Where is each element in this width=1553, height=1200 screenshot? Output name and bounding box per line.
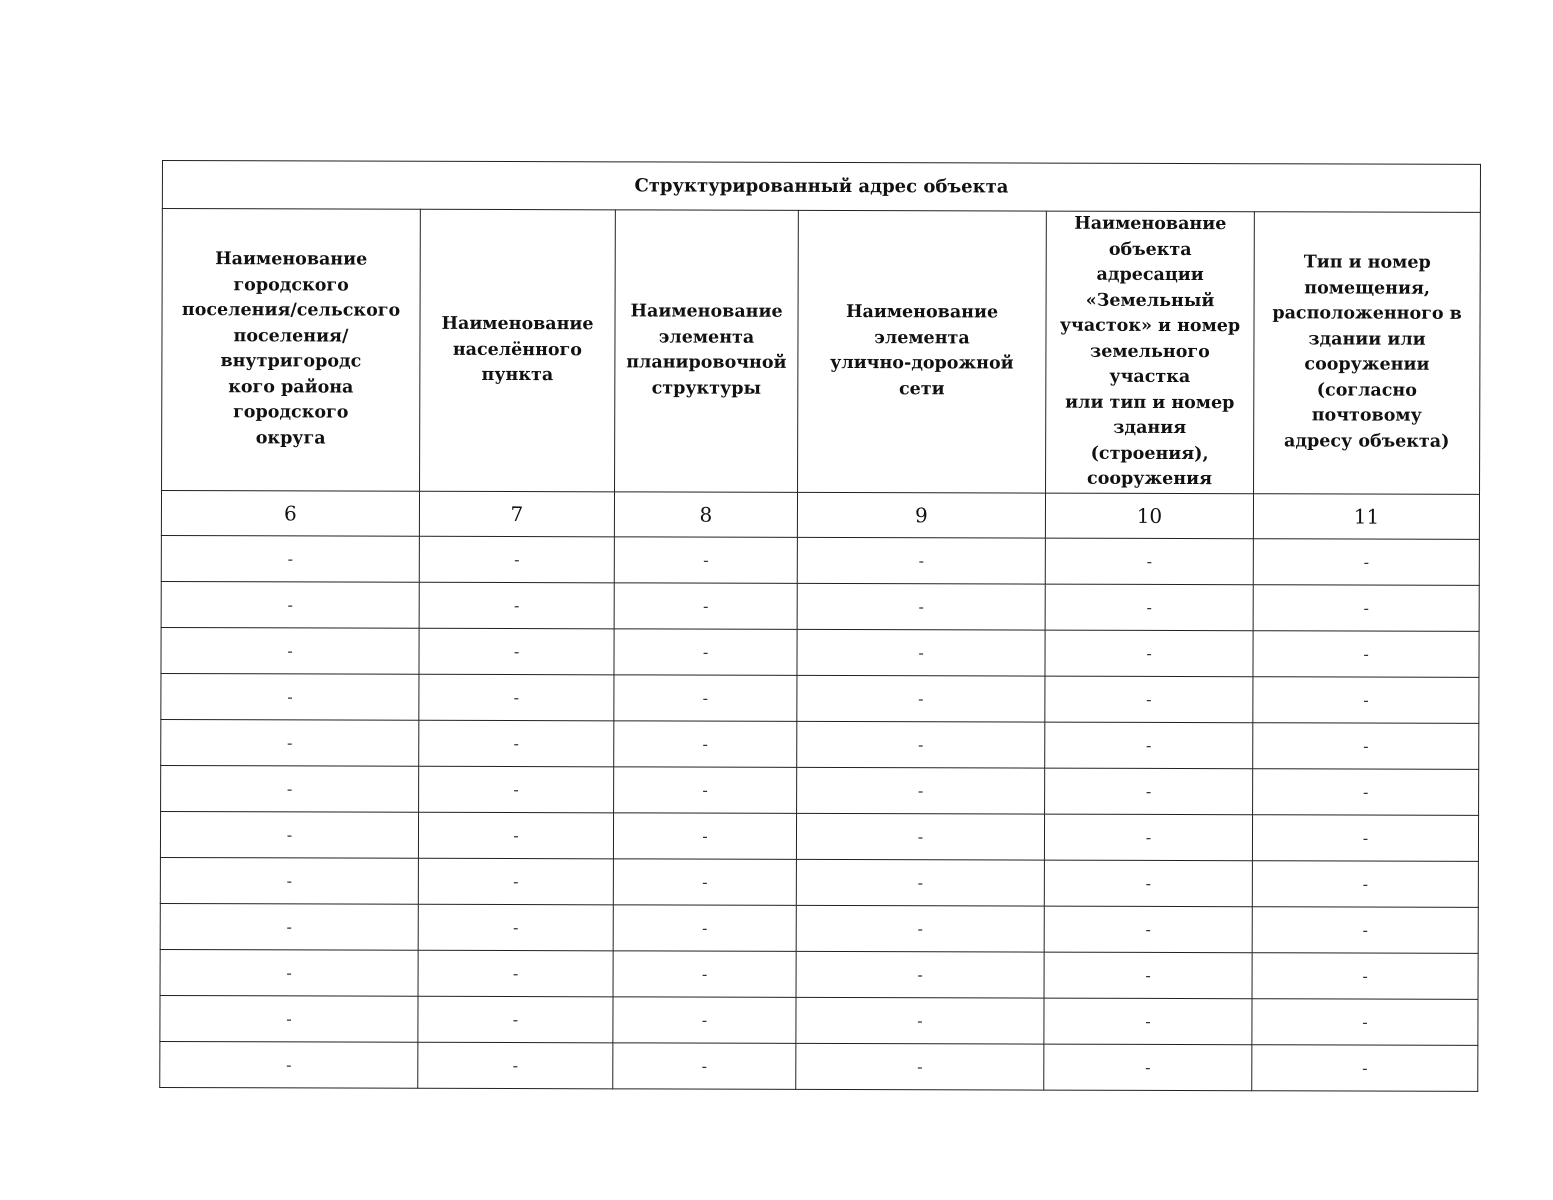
table-row: [161, 719, 1479, 769]
table-cell: -: [1252, 998, 1478, 1045]
table-cell: -: [160, 811, 418, 858]
table-cell: -: [614, 766, 797, 813]
table-row: [161, 627, 1479, 677]
column-number: 9: [797, 492, 1045, 538]
column-number: 10: [1045, 493, 1253, 539]
table-cell: -: [613, 858, 796, 905]
column-header-street-element: [798, 210, 1047, 492]
table-cell: -: [614, 536, 797, 583]
table-cell: -: [613, 812, 796, 859]
column-header-planning-element: [615, 210, 799, 492]
table-cell: -: [1253, 676, 1479, 723]
column-number-row: [161, 490, 1479, 539]
table-cell: -: [418, 1042, 613, 1089]
table-row: [161, 581, 1479, 631]
table-cell: -: [1045, 676, 1253, 723]
column-number: 8: [614, 491, 797, 537]
table-cell: -: [1044, 998, 1252, 1045]
table-cell: -: [419, 674, 614, 721]
table-cell: -: [797, 767, 1045, 814]
table-cell: -: [418, 812, 613, 859]
table-cell: -: [160, 903, 418, 950]
table-cell: -: [161, 765, 419, 812]
table-cell: -: [1045, 768, 1253, 815]
table-cell: -: [796, 905, 1044, 952]
table-cell: -: [796, 951, 1044, 998]
table-cell: -: [419, 628, 614, 675]
table-row: [161, 673, 1479, 723]
table-header-row: [162, 209, 1481, 494]
table-cell: -: [1044, 952, 1252, 999]
table-cell: -: [1044, 906, 1252, 953]
column-header-label: Наименование элемента улично-дорожной сети: [830, 302, 1014, 400]
table-row: [160, 949, 1478, 999]
table-row: [160, 903, 1478, 953]
table-cell: -: [1045, 630, 1253, 677]
table-cell: -: [796, 859, 1044, 906]
table-cell: -: [796, 813, 1044, 860]
table-row: [160, 811, 1478, 861]
table-cell: -: [614, 628, 797, 675]
column-header-locality: [420, 209, 616, 491]
table-cell: -: [1253, 722, 1479, 769]
table-cell: -: [1045, 538, 1253, 585]
column-number: 6: [161, 490, 419, 536]
table-cell: -: [161, 627, 419, 674]
table-cell: -: [797, 629, 1045, 676]
table-cell: -: [1253, 538, 1479, 585]
table-cell: -: [418, 950, 613, 997]
column-header-settlement: [162, 209, 421, 491]
table-row: [160, 857, 1478, 907]
table-row: [161, 535, 1479, 585]
column-header-label: Тип и номер помещения, расположенного в здании или сооружении (согласно почтовому адресу объекта): [1272, 252, 1462, 452]
table-cell: -: [613, 904, 796, 951]
table-cell: -: [1045, 584, 1253, 631]
table-cell: -: [1045, 722, 1253, 769]
table-cell: -: [161, 719, 419, 766]
table-cell: -: [614, 582, 797, 629]
table-cell: -: [613, 950, 796, 997]
table-cell: -: [418, 858, 613, 905]
table-cell: -: [797, 583, 1045, 630]
table-title: Структурированный адрес объекта: [162, 161, 1480, 213]
table-cell: -: [1252, 1044, 1478, 1091]
table-cell: -: [418, 904, 613, 951]
table-cell: -: [1253, 584, 1479, 631]
table-row: [160, 1041, 1478, 1091]
table-row: [160, 995, 1478, 1045]
address-table: [159, 160, 1481, 1091]
column-header-label: Наименование населённого пункта: [441, 313, 594, 386]
column-header-label: Наименование объекта адресации «Земельный участок» и номер земельного участка или тип и номер здания (строения), сооружения: [1059, 213, 1241, 490]
table-cell: -: [796, 1043, 1044, 1090]
table-cell: -: [796, 997, 1044, 1044]
table-cell: -: [419, 766, 614, 813]
table-cell: -: [613, 1042, 796, 1089]
table-cell: -: [1252, 860, 1478, 907]
table-cell: -: [1252, 814, 1478, 861]
table-cell: -: [1253, 768, 1479, 815]
table-cell: -: [797, 675, 1045, 722]
table-cell: -: [797, 721, 1045, 768]
table-cell: -: [613, 996, 796, 1043]
table-cell: -: [161, 673, 419, 720]
table-cell: -: [614, 720, 797, 767]
table-cell: -: [797, 537, 1045, 584]
table-cell: -: [419, 536, 614, 583]
column-header-label: Наименование элемента планировочной структуры: [626, 301, 787, 399]
table-cell: -: [1252, 952, 1478, 999]
table-cell: -: [419, 720, 614, 767]
table-cell: -: [160, 995, 418, 1042]
table-cell: -: [614, 674, 797, 721]
table-cell: -: [160, 857, 418, 904]
table-cell: -: [1044, 1044, 1252, 1091]
column-header-label: Наименование городского поселения/сельского поселения/внутригородс кого района городского округа: [181, 249, 401, 449]
table-cell: -: [161, 535, 419, 582]
table-row: [161, 765, 1479, 815]
column-header-address-object: [1046, 211, 1255, 493]
table-cell: -: [160, 1041, 418, 1088]
column-number: 11: [1253, 493, 1479, 539]
table-cell: -: [1044, 860, 1252, 907]
table-title-row: [162, 161, 1480, 213]
table-cell: -: [160, 949, 418, 996]
column-number: 7: [419, 491, 614, 537]
table-cell: -: [419, 582, 614, 629]
table-cell: -: [1044, 814, 1252, 861]
table-body: [160, 535, 1480, 1091]
table-cell: -: [1252, 906, 1478, 953]
table-cell: -: [418, 996, 613, 1043]
address-table-container: [159, 160, 1480, 1091]
table-cell: -: [1253, 630, 1479, 677]
column-header-premises: [1254, 212, 1481, 494]
table-cell: -: [161, 581, 419, 628]
